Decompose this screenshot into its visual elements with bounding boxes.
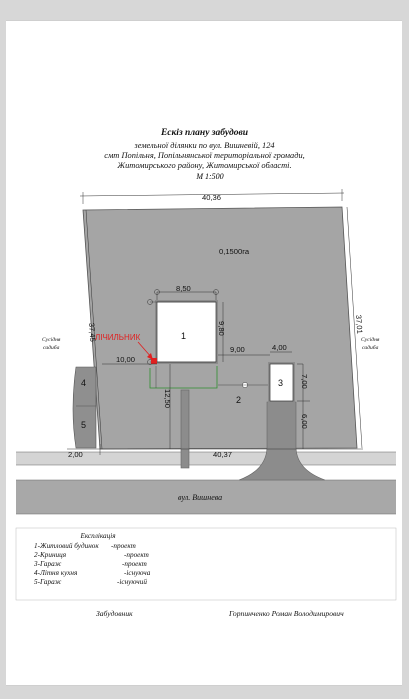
explication-item-name: 5-Гараж — [34, 578, 62, 586]
explication-item-status: -проект — [122, 560, 147, 568]
explication-row — [28, 569, 168, 578]
b1-offset-right: 9,00 — [230, 345, 245, 354]
meter-label: ЛІЧИЛЬНИК — [95, 333, 141, 342]
explication-item-name: 2-Криниця — [34, 551, 67, 559]
dim-bottom: 40,37 — [213, 450, 233, 459]
explication-row — [28, 578, 168, 587]
explication-item-status: -існуючий — [117, 578, 147, 586]
subtitle-line-1: земельної ділянки по вул. Вишневій, 124 — [134, 141, 275, 150]
garage-dim-depth: 7,00 — [300, 374, 309, 389]
explication-row — [28, 551, 168, 560]
well-number: 2 — [236, 395, 242, 405]
old-garage-number: 5 — [81, 420, 87, 430]
developer-name: Горпинченко Роман Володимирович — [229, 609, 344, 618]
explication-item-name: 1-Житловий будинок — [34, 542, 99, 550]
explication-item-status: -проект — [124, 551, 149, 559]
explication-item-name: 4-Літня кухня — [34, 569, 78, 577]
explication-title: Експлікація — [80, 532, 116, 540]
b1-dim-width: 8,50 — [176, 284, 191, 293]
scale-label: М 1:500 — [196, 172, 224, 181]
explication-row — [28, 560, 168, 569]
plot-area: 0,1500га — [219, 247, 250, 256]
neighbor-left-line2: садиба — [43, 345, 60, 351]
b1-offset-left: 10,00 — [116, 355, 136, 364]
dim-left: 37,45 — [87, 322, 98, 343]
building1 — [157, 302, 216, 362]
building1-number: 1 — [181, 331, 187, 341]
kitchen-number: 4 — [81, 378, 87, 388]
garage-offset-front: 6,00 — [300, 414, 309, 429]
garage-dim-width: 4,00 — [272, 343, 287, 352]
drawing-title: Ескіз плану забудови — [160, 128, 249, 138]
neighbor-left-line1: Сусідня — [42, 337, 61, 343]
neighbor-right-line1: Сусідня — [361, 337, 380, 343]
street-name: вул. Вишнева — [178, 493, 223, 502]
b1-offset-front: 12,50 — [163, 389, 172, 409]
neighbor-right-line2: садиба — [362, 345, 379, 351]
house-path — [181, 390, 189, 468]
explication-row — [28, 542, 168, 551]
developer-label: Забудовник — [96, 609, 133, 618]
garage-number: 3 — [278, 378, 284, 388]
b1-dim-height: 9,80 — [217, 321, 226, 336]
dim-right: 37,01 — [354, 314, 365, 335]
subtitle-line-2: смт Попільня, Попільнянської територіальної громади, — [104, 151, 305, 160]
meter-marker — [151, 358, 157, 364]
subtitle-line-3: Житомирського району, Житомирської області. — [117, 161, 292, 170]
explication-item-status: -існуюча — [124, 569, 151, 577]
explication-item-status: -проект — [111, 542, 136, 550]
explication-item-name: 3-Гараж — [34, 560, 62, 568]
explication-legend — [28, 532, 168, 587]
dim-top: 40,36 — [202, 193, 222, 202]
dim-side-offset: 2,00 — [68, 450, 83, 459]
